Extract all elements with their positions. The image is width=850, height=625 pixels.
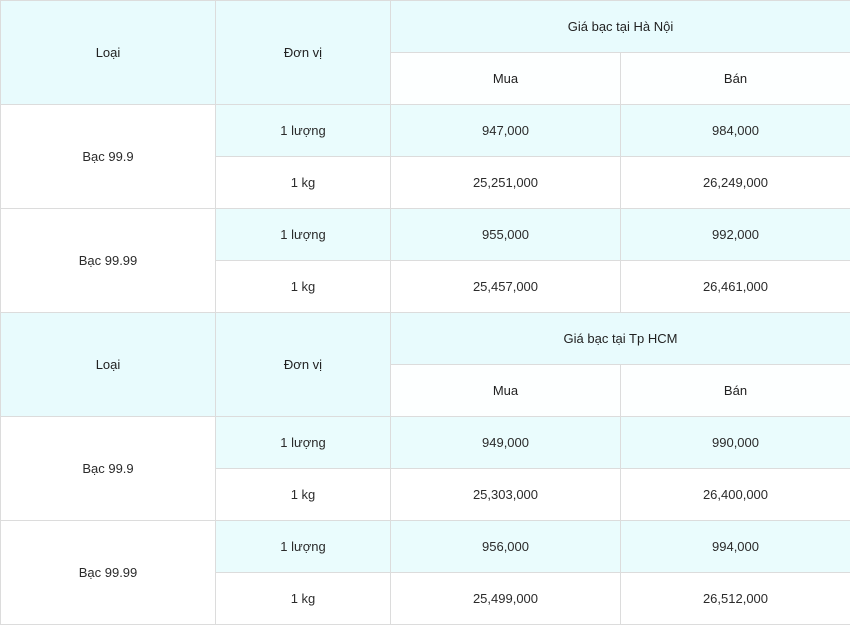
- row-type-hcm-9999: Bạc 99.99: [1, 521, 216, 625]
- row-sell-price: 26,461,000: [621, 261, 850, 313]
- header-type-hcm: Loại: [1, 313, 216, 417]
- group-header-hanoi: Giá bạc tại Hà Nội: [391, 1, 850, 53]
- header-type-hanoi: Loại: [1, 1, 216, 105]
- row-buy-price: 25,251,000: [391, 157, 621, 209]
- row-sell-price: 994,000: [621, 521, 850, 573]
- header-unit-hcm: Đơn vị: [216, 313, 391, 417]
- row-unit: 1 kg: [216, 469, 391, 521]
- group-header-hcm: Giá bạc tại Tp HCM: [391, 313, 850, 365]
- row-type-hanoi-9999: Bạc 99.99: [1, 209, 216, 313]
- row-buy-price: 956,000: [391, 521, 621, 573]
- row-sell-price: 26,249,000: [621, 157, 850, 209]
- row-sell-price: 990,000: [621, 417, 850, 469]
- row-unit: 1 lượng: [216, 209, 391, 261]
- subheader-buy-hcm: Mua: [391, 365, 621, 417]
- row-buy-price: 25,303,000: [391, 469, 621, 521]
- row-type-hanoi-999: Bạc 99.9: [1, 105, 216, 209]
- row-unit: 1 lượng: [216, 521, 391, 573]
- row-sell-price: 992,000: [621, 209, 850, 261]
- row-sell-price: 26,512,000: [621, 573, 850, 625]
- row-unit: 1 kg: [216, 157, 391, 209]
- subheader-sell-hanoi: Bán: [621, 53, 850, 105]
- table-row: [1, 417, 850, 469]
- table-row: [1, 209, 850, 261]
- row-unit: 1 kg: [216, 573, 391, 625]
- subheader-sell-hcm: Bán: [621, 365, 850, 417]
- row-unit: 1 lượng: [216, 417, 391, 469]
- row-buy-price: 25,499,000: [391, 573, 621, 625]
- row-sell-price: 984,000: [621, 105, 850, 157]
- header-unit-hanoi: Đơn vị: [216, 1, 391, 105]
- row-buy-price: 955,000: [391, 209, 621, 261]
- subheader-buy-hanoi: Mua: [391, 53, 621, 105]
- row-buy-price: 949,000: [391, 417, 621, 469]
- table-row: [1, 521, 850, 573]
- row-unit: 1 kg: [216, 261, 391, 313]
- row-type-hcm-999: Bạc 99.9: [1, 417, 216, 521]
- table-header-row-hanoi: [1, 1, 850, 53]
- table-row: [1, 105, 850, 157]
- row-sell-price: 26,400,000: [621, 469, 850, 521]
- row-buy-price: 25,457,000: [391, 261, 621, 313]
- row-unit: 1 lượng: [216, 105, 391, 157]
- table-header-row-hcm: [1, 313, 850, 365]
- row-buy-price: 947,000: [391, 105, 621, 157]
